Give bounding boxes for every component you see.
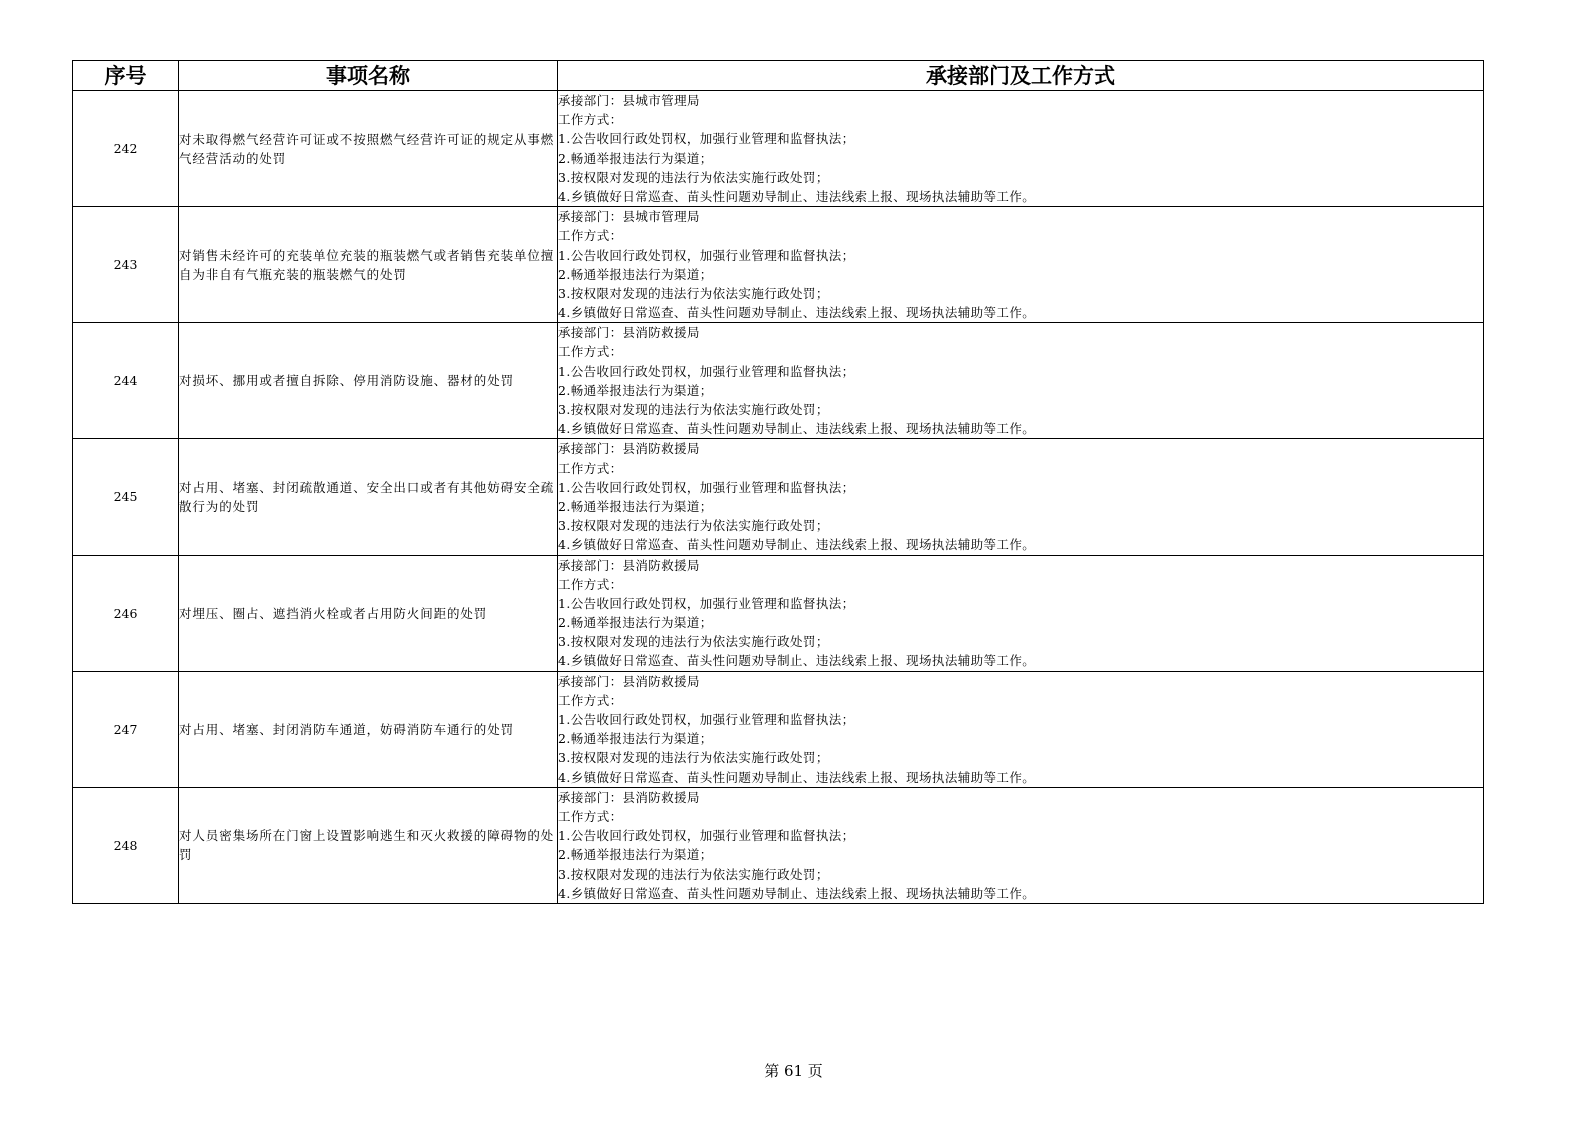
- work-line: 1.公告收回行政处罚权，加强行业管理和监督执法；: [558, 131, 855, 147]
- work-line: 承接部门：县消防救援局: [558, 557, 700, 573]
- work-line: 1.公告收回行政处罚权，加强行业管理和监督执法；: [558, 595, 855, 611]
- row-item-name: 对损坏、挪用或者擅自拆除、停用消防设施、器材的处罚: [179, 323, 558, 439]
- work-line: 2.畅通举报违法行为渠道；: [558, 847, 713, 863]
- work-line: 1.公告收回行政处罚权，加强行业管理和监督执法；: [558, 363, 855, 379]
- work-line: 工作方式：: [558, 344, 623, 360]
- work-line: 3.按权限对发现的违法行为依法实施行政处罚；: [558, 402, 829, 417]
- work-line: 4.乡镇做好日常巡查、苗头性问题劝导制止、违法线索上报、现场执法辅助等工作。: [558, 885, 1036, 901]
- table-header-row: [73, 61, 1484, 91]
- work-line: 1.公告收回行政处罚权，加强行业管理和监督执法；: [558, 712, 855, 727]
- work-line: 工作方式：: [558, 576, 623, 592]
- row-item-name: 对占用、堵塞、封闭消防车通道，妨碍消防车通行的处罚: [179, 671, 558, 787]
- work-line: 2.畅通举报违法行为渠道；: [558, 382, 713, 398]
- work-line: 2.畅通举报违法行为渠道；: [558, 498, 713, 514]
- header-name: 事项名称: [179, 61, 558, 91]
- row-seq: 247: [73, 671, 179, 787]
- row-item-name: 对人员密集场所在门窗上设置影响逃生和灭火救援的障碍物的处罚: [179, 787, 558, 903]
- table-row: [73, 323, 1484, 439]
- row-seq: 243: [73, 207, 179, 323]
- row-seq: 244: [73, 323, 179, 439]
- work-line: 2.畅通举报违法行为渠道；: [558, 731, 713, 747]
- row-seq: 248: [73, 787, 179, 903]
- table-row: [73, 91, 1484, 207]
- row-work-method: [558, 91, 1484, 207]
- work-line: 3.按权限对发现的违法行为依法实施行政处罚；: [558, 634, 829, 650]
- work-line: 3.按权限对发现的违法行为依法实施行政处罚；: [558, 750, 829, 766]
- row-work-method: [558, 439, 1484, 555]
- row-item-name: 对占用、堵塞、封闭疏散通道、安全出口或者有其他妨碍安全疏散行为的处罚: [179, 439, 558, 555]
- row-work-method: [558, 787, 1484, 903]
- row-work-method: [558, 555, 1484, 671]
- table-row: [73, 671, 1484, 787]
- row-seq: 245: [73, 439, 179, 555]
- table-row: [73, 439, 1484, 555]
- work-line: 4.乡镇做好日常巡查、苗头性问题劝导制止、违法线索上报、现场执法辅助等工作。: [558, 769, 1036, 785]
- work-line: 2.畅通举报违法行为渠道；: [558, 615, 713, 631]
- work-line: 承接部门：县城市管理局: [558, 209, 700, 225]
- work-line: 工作方式：: [558, 112, 623, 128]
- work-line: 承接部门：县消防救援局: [558, 325, 700, 341]
- work-line: 4.乡镇做好日常巡查、苗头性问题劝导制止、违法线索上报、现场执法辅助等工作。: [558, 305, 1036, 321]
- work-line: 承接部门：县消防救援局: [558, 789, 700, 805]
- header-seq: 序号: [73, 61, 179, 91]
- work-line: 承接部门：县城市管理局: [558, 93, 700, 108]
- row-seq: 246: [73, 555, 179, 671]
- work-line: 4.乡镇做好日常巡查、苗头性问题劝导制止、违法线索上报、现场执法辅助等工作。: [558, 421, 1036, 437]
- work-line: 工作方式：: [558, 808, 623, 824]
- work-line: 工作方式：: [558, 228, 623, 244]
- row-item-name: 对埋压、圈占、遮挡消火栓或者占用防火间距的处罚: [179, 555, 558, 671]
- work-line: 4.乡镇做好日常巡查、苗头性问题劝导制止、违法线索上报、现场执法辅助等工作。: [558, 188, 1036, 204]
- row-item-name: 对销售未经许可的充装单位充装的瓶装燃气或者销售充装单位擅自为非自有气瓶充装的瓶装燃气的处罚: [179, 207, 558, 323]
- work-line: 3.按权限对发现的违法行为依法实施行政处罚；: [558, 518, 829, 534]
- row-seq: 242: [73, 91, 179, 207]
- table-row: [73, 555, 1484, 671]
- table-row: [73, 787, 1484, 903]
- work-line: 4.乡镇做好日常巡查、苗头性问题劝导制止、违法线索上报、现场执法辅助等工作。: [558, 653, 1036, 669]
- work-line: 工作方式：: [558, 460, 623, 476]
- page-number: 第 61 页: [764, 1062, 823, 1080]
- work-line: 1.公告收回行政处罚权，加强行业管理和监督执法；: [558, 247, 855, 263]
- work-line: 4.乡镇做好日常巡查、苗头性问题劝导制止、违法线索上报、现场执法辅助等工作。: [558, 537, 1036, 553]
- work-line: 3.按权限对发现的违法行为依法实施行政处罚；: [558, 866, 829, 882]
- items-table: [72, 60, 1484, 904]
- work-line: 承接部门：县消防救援局: [558, 441, 700, 457]
- header-work: 承接部门及工作方式: [558, 61, 1484, 91]
- work-line: 3.按权限对发现的违法行为依法实施行政处罚；: [558, 169, 829, 185]
- row-item-name: 对未取得燃气经营许可证或不按照燃气经营许可证的规定从事燃气经营活动的处罚: [179, 91, 558, 207]
- work-line: 2.畅通举报违法行为渠道；: [558, 150, 713, 166]
- work-line: 1.公告收回行政处罚权，加强行业管理和监督执法；: [558, 828, 855, 844]
- work-line: 3.按权限对发现的违法行为依法实施行政处罚；: [558, 285, 829, 301]
- row-work-method: [558, 207, 1484, 323]
- work-line: 工作方式：: [558, 692, 623, 708]
- work-line: 1.公告收回行政处罚权，加强行业管理和监督执法；: [558, 479, 855, 495]
- row-work-method: [558, 323, 1484, 439]
- table-row: [73, 207, 1484, 323]
- work-line: 承接部门：县消防救援局: [558, 673, 700, 689]
- row-work-method: [558, 671, 1484, 787]
- work-line: 2.畅通举报违法行为渠道；: [558, 266, 713, 282]
